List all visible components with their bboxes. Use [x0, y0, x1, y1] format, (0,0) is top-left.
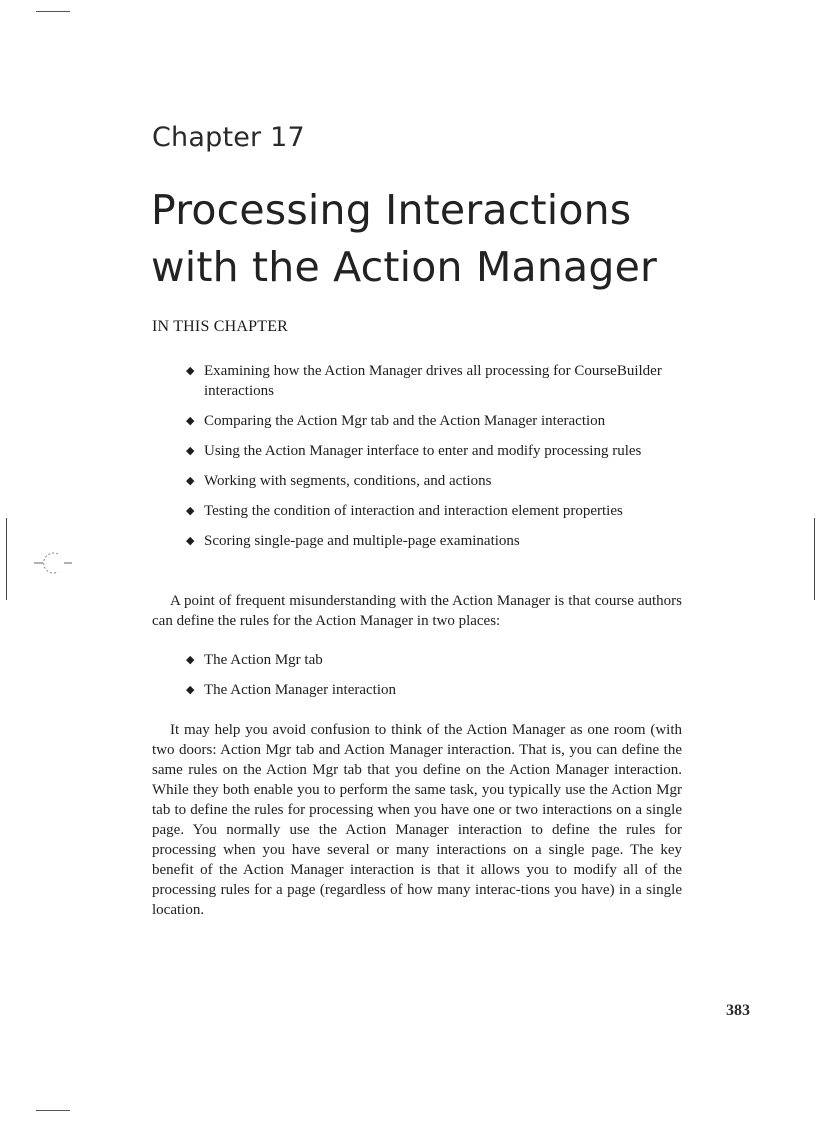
list-item: ◆ The Action Manager interaction — [186, 682, 397, 698]
list-item: ◆ Testing the condition of interaction and interaction element properties — [186, 503, 623, 519]
chapter-title-line-2: with the Action Manager — [151, 243, 658, 291]
bullet-diamond-icon: ◆ — [186, 365, 195, 377]
chapter-topics-list — [186, 361, 686, 561]
binding-edge-right — [814, 518, 815, 600]
in-this-chapter-heading: IN THIS CHAPTER — [152, 318, 289, 335]
bullet-diamond-icon: ◆ — [186, 505, 195, 517]
bullet-diamond-icon: ◆ — [186, 654, 195, 666]
body-paragraph-1: A point of frequent misunderstanding with the Action Manager is that course authors can define the rules for the Action Manager in two places: — [152, 593, 682, 629]
list-item: ◆ Scoring single-page and multiple-page examinations — [186, 533, 520, 549]
bullet-diamond-icon: ◆ — [186, 684, 195, 696]
binding-edge-left — [6, 518, 7, 600]
bullet-diamond-icon: ◆ — [186, 475, 195, 487]
registration-mark-icon — [34, 548, 74, 578]
chapter-label: Chapter 17 — [152, 122, 305, 153]
list-item: ◆ Using the Action Manager interface to enter and modify processing rules — [186, 443, 642, 459]
list-item: ◆ The Action Mgr tab — [186, 652, 323, 668]
body-paragraph-2: It may help you avoid confusion to think of the Action Manager as one room (with two doors: Action Mgr tab and Action Manager interaction. That is, you can define the same rules on the Action Mgr tab that you define on the Action Manager interaction. While they both enable you to perform the same task, you typically use the Action Mgr tab to define the rules for processing when you have one or two interactions on a single page. You normally use the Action Manager interaction to define the rules for processing when you have several or many interactions on a single page. The key benefit of the Action Manager interaction is that it allows you to modify all of the processing rules for a page (regardless of how many interac-tions you have) in a single location. — [152, 722, 682, 918]
bullet-diamond-icon: ◆ — [186, 535, 195, 547]
bullet-diamond-icon: ◆ — [186, 445, 195, 457]
crop-mark-bottom — [36, 1110, 70, 1111]
list-item: ◆ Working with segments, conditions, and actions — [186, 473, 492, 489]
bullet-diamond-icon: ◆ — [186, 415, 195, 427]
list-item: ◆ Examining how the Action Manager drives all processing for CourseBuilder interactions — [186, 363, 662, 399]
chapter-title — [151, 182, 771, 296]
page-number: 383 — [726, 1002, 750, 1019]
list-item: ◆ Comparing the Action Mgr tab and the Action Manager interaction — [186, 413, 606, 429]
crop-mark-top — [36, 11, 70, 12]
chapter-title-line-1: Processing Interactions — [151, 186, 632, 234]
rule-places-list — [186, 650, 586, 710]
